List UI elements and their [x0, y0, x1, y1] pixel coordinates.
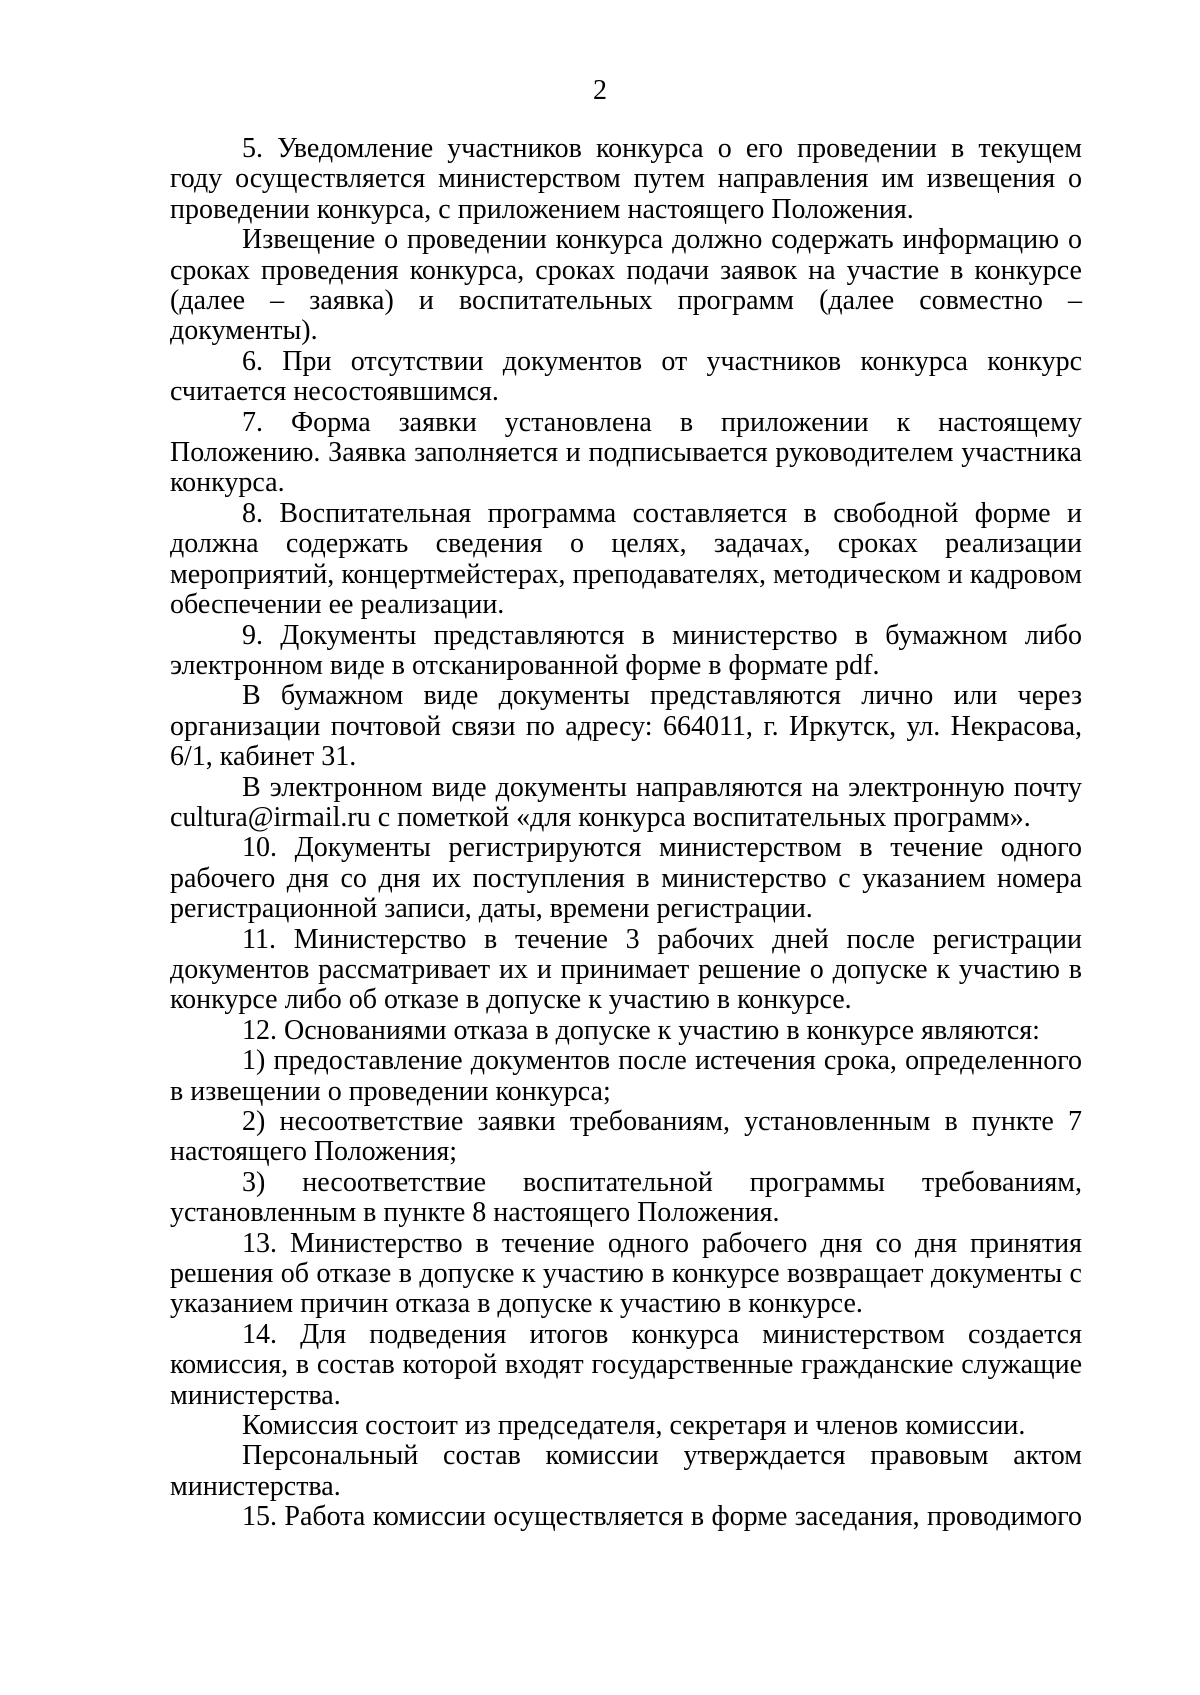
paragraph-commission-members: Комиссия состоит из председателя, секретаря и членов комиссии. [242, 1410, 1026, 1442]
paragraph-9-submission: 9. Документы представляются в министерство в бумажном либо электронном виде в отсканированной форме в формате pdf. [170, 619, 1082, 681]
paragraph-electronic-submission: В электронном виде документы направляются на электронную почту cultura@irmail.ru с пометкой «для конкурса воспитательных программ». [170, 771, 1082, 833]
paragraph-15-commission-work: 15. Работа комиссии осуществляется в форме заседания, проводимого [242, 1501, 1082, 1533]
document-body [170, 134, 1082, 1533]
paragraph-14-commission: 14. Для подведения итогов конкурса министерством создается комиссия, в состав которой входят государственные гражданские служащие министерства. [170, 1318, 1082, 1411]
paragraph-commission-composition: Персональный состав комиссии утверждается правовым актом министерства. [170, 1440, 1082, 1502]
page-number: 2 [593, 75, 607, 106]
paragraph-12-refusal-grounds: 12. Основаниями отказа в допуске к участию в конкурсе являются: [242, 1014, 1040, 1046]
paragraph-notice-content: Извещение о проведении конкурса должно содержать информацию о сроках проведения конкурса, сроках подачи заявок на участие в конкурсе (далее – заявка) и воспитательных программ (далее совместно – документы). [170, 224, 1082, 347]
paragraph-10-registration: 10. Документы регистрируются министерством в течение одного рабочего дня со дня их поступления в министерство с указанием номера регистрационной записи, даты, времени регистрации. [170, 832, 1082, 925]
paragraph-5-notification: 5. Уведомление участников конкурса о его проведении в текущем году осуществляется министерством путем направления им извещения о проведении конкурса, с приложением настоящего Положения. [170, 133, 1082, 225]
list-item-3: 3) несоответствие воспитательной программы требованиям, установленным в пункте 8 настоящего Положения. [170, 1166, 1082, 1229]
paragraph-13-return: 13. Министерство в течение одного рабочего дня со дня принятия решения об отказе в допуске к участию в конкурсе возвращает документы с указанием причин отказа в допуске к участию в конкурсе. [170, 1227, 1082, 1320]
list-item-1: 1) предоставление документов после истечения срока, определенного в извещении о проведении конкурса; [170, 1045, 1082, 1107]
paragraph-paper-submission: В бумажном виде документы представляются лично или через организации почтовой связи по адресу: 664011, г. Иркутск, ул. Некрасова, 6/1, кабинет 31. [170, 680, 1082, 773]
paragraph-6-no-documents: 6. При отсутствии документов от участников конкурса конкурс считается несостоявшимся. [170, 345, 1082, 408]
list-item-2: 2) несоответствие заявки требованиям, установленным в пункте 7 настоящего Положения; [170, 1106, 1082, 1168]
paragraph-11-review: 11. Министерство в течение 3 рабочих дней после регистрации документов рассматривает их и принимает решение о допуске к участию в конкурсе либо об отказе в допуске к участию в конкурсе. [170, 923, 1082, 1016]
paragraph-7-application-form: 7. Форма заявки установлена в приложении к настоящему Положению. Заявка заполняется и подписывается руководителем участника конкурса. [170, 406, 1082, 499]
paragraph-8-program: 8. Воспитательная программа составляется в свободной форме и должна содержать сведения о целях, задачах, сроках реализации мероприятий, концертмейстерах, преподавателях, методическом и кадровом обеспечении ее реализации. [170, 497, 1082, 621]
